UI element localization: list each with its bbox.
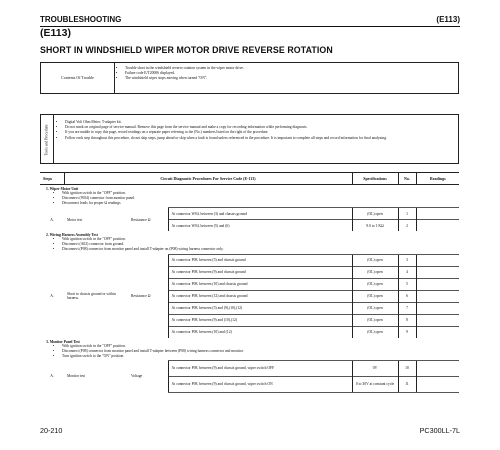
reading-cell	[416, 220, 459, 232]
header-number: No.	[398, 173, 416, 185]
measure-unit: Voltage	[131, 374, 143, 379]
test-item: Short to chassis ground or within harness.	[67, 291, 116, 300]
measurement-row	[40, 208, 459, 220]
section-number: 2.	[46, 233, 49, 238]
procedure-cell: At connector P08, between (9) and chassis ground	[168, 266, 352, 278]
section-title: Wiring Harness Assembly Test	[49, 233, 98, 238]
procedure-cell: At connector P08, between (10) and chassis ground	[168, 278, 352, 290]
specification-cell: (OL) open	[352, 208, 398, 220]
specification-cell: 0V	[352, 360, 398, 376]
header-code: (E113)	[436, 15, 460, 24]
tools-list	[57, 120, 454, 141]
procedure-cell: At connector P08, between (5) and chassis ground	[168, 254, 352, 266]
contents-item: • Failure code E/T20006 displayed.	[125, 71, 244, 76]
instruction-item: • Disconnect (P08) connector from monitor panel and install T-adapter between (P08) wiring harness connector and monitor.	[62, 349, 455, 354]
table-header-row	[40, 173, 459, 185]
procedure-cell: At connector W04, between (3) and chassis ground	[168, 208, 352, 220]
number-cell: 4	[398, 266, 416, 278]
specification-cell: 0 to 30V at constant cycle	[352, 376, 398, 392]
header-specifications: Specifications	[352, 173, 398, 185]
procedure-cell: At connector P08, between (5) and (9),(10),(12)	[168, 302, 352, 314]
procedure-cell: At connector P08, between (9) and chassis ground, wiper switch OFF	[168, 360, 352, 376]
tools-item: • If you are unable to copy this page, record readings on a separate paper referring to the (No.) numbers listed on the right of the procedure.	[65, 130, 454, 135]
header-procedure: Circuit Diagnostic Procedures For Service Code (E-113)	[64, 173, 352, 185]
specification-cell: (OL) open	[352, 314, 398, 326]
instruction-item: • With ignition switch in the "OFF" position.	[62, 237, 455, 242]
reading-cell	[416, 290, 459, 302]
number-cell: 1	[398, 208, 416, 220]
contents-of-trouble-box	[40, 62, 459, 94]
step-letter: A.	[50, 293, 54, 298]
reading-cell	[416, 208, 459, 220]
instruction-item: • Turn ignition switch to the "ON" position.	[62, 354, 455, 359]
instruction-item: • Disconnect (A02) connector from ground.	[62, 242, 455, 247]
specification-cell: (OL) open	[352, 326, 398, 338]
contents-list	[117, 66, 244, 82]
section-instructions	[46, 344, 455, 359]
specification-cell: (OL) open	[352, 266, 398, 278]
step-letter: A.	[50, 374, 54, 379]
reading-cell	[416, 360, 459, 376]
procedure-cell: At connector P08, between (10) and (12)	[168, 326, 352, 338]
error-code-heading: (E113)	[40, 27, 71, 39]
reading-cell	[416, 302, 459, 314]
reading-cell	[416, 326, 459, 338]
section-row	[40, 185, 459, 208]
contents-of-trouble-label: Contents Of Trouble	[41, 63, 115, 93]
reading-cell	[416, 254, 459, 266]
section-row	[40, 338, 459, 361]
diagnostic-table	[40, 172, 459, 393]
reading-cell	[416, 266, 459, 278]
page-number: 20-210	[40, 426, 63, 435]
tools-procedure-label: Tools and Procedure	[44, 124, 49, 156]
section-instructions	[46, 191, 455, 206]
procedure-cell: At connector P08, between (9) and chassis ground, wiper switch ON	[168, 376, 352, 392]
header-section-title: TROUBLESHOOTING	[40, 15, 122, 24]
section-number: 3.	[46, 339, 49, 344]
section-row	[40, 231, 459, 254]
section-title: Wiper Motor Unit	[49, 187, 79, 191]
section-instructions	[46, 237, 455, 252]
measurement-row	[40, 360, 459, 376]
instruction-item: • With ignition switch in the "OFF" position.	[62, 191, 455, 196]
number-cell: 11	[398, 376, 416, 392]
header-steps: Steps	[40, 173, 64, 185]
instruction-item: • Disconnect (P08) connector from monitor panel and install T-adapter on (P08) wiring harness connector only.	[62, 247, 455, 252]
specification-cell: (OL) open	[352, 290, 398, 302]
contents-item: • Trouble short in the windshield reverse rotation system in the wiper motor drive.	[125, 66, 244, 71]
number-cell: 8	[398, 314, 416, 326]
instruction-item: • Desconnect leads for proper Ω readings	[62, 201, 455, 206]
page-title: SHORT IN WINDSHIELD WIPER MOTOR DRIVE REVERSE ROTATION	[40, 45, 333, 55]
specification-cell: (OL) open	[352, 302, 398, 314]
number-cell: 6	[398, 290, 416, 302]
number-cell: 3	[398, 254, 416, 266]
specification-cell: (OL) open	[352, 254, 398, 266]
instruction-item: • Disconnect (W04) connector from monitor panel.	[62, 196, 455, 201]
procedure-cell: At connector W04, between (5) and (6)	[168, 220, 352, 232]
number-cell: 7	[398, 302, 416, 314]
step-letter: A.	[50, 217, 54, 222]
instruction-item: • With ignition switch in the "OFF" position.	[62, 344, 455, 349]
procedure-cell: At connector P08, between (12) and chassis ground	[168, 290, 352, 302]
specification-cell: (OL) open	[352, 278, 398, 290]
measurement-row	[40, 254, 459, 266]
number-cell: 5	[398, 278, 416, 290]
model-number: PC300LL-7L	[419, 426, 460, 435]
measure-unit: Resistance Ω	[131, 293, 151, 298]
measure-unit: Resistance Ω	[131, 217, 151, 222]
number-cell: 10	[398, 360, 416, 376]
test-item: Motor test	[67, 217, 83, 222]
header-readings: Readings	[416, 173, 459, 185]
number-cell: 2	[398, 220, 416, 232]
page-footer	[40, 426, 460, 435]
contents-item: • The windshield wiper stops moving when turned "ON".	[125, 76, 244, 81]
tools-item: • Follow each step throughout this procedure, do not skip steps, jump ahead or skip when a fault is found unless referenced in the procedure. It is important to complete all steps and record information for final analyzing.	[65, 136, 454, 141]
tools-item: • Digital Volt Ohm Meter, T-adapter kit.	[65, 120, 454, 125]
reading-cell	[416, 278, 459, 290]
number-cell: 9	[398, 326, 416, 338]
reading-cell	[416, 314, 459, 326]
section-number: 1.	[46, 187, 49, 191]
tools-procedure-box	[40, 114, 459, 164]
reading-cell	[416, 376, 459, 392]
specification-cell: 9.0 to 1 KΩ	[352, 220, 398, 232]
procedure-cell: At connector P08, between (9) and (10),(12)	[168, 314, 352, 326]
tools-item: • Do not mark on original page of service manual. Remove this page from the service manual and make a copy for recording information while performing diagnosis.	[65, 125, 454, 130]
section-title: Monitor Panel Test	[49, 339, 80, 344]
page-header	[40, 15, 460, 27]
test-item: Monitor test	[67, 374, 86, 379]
